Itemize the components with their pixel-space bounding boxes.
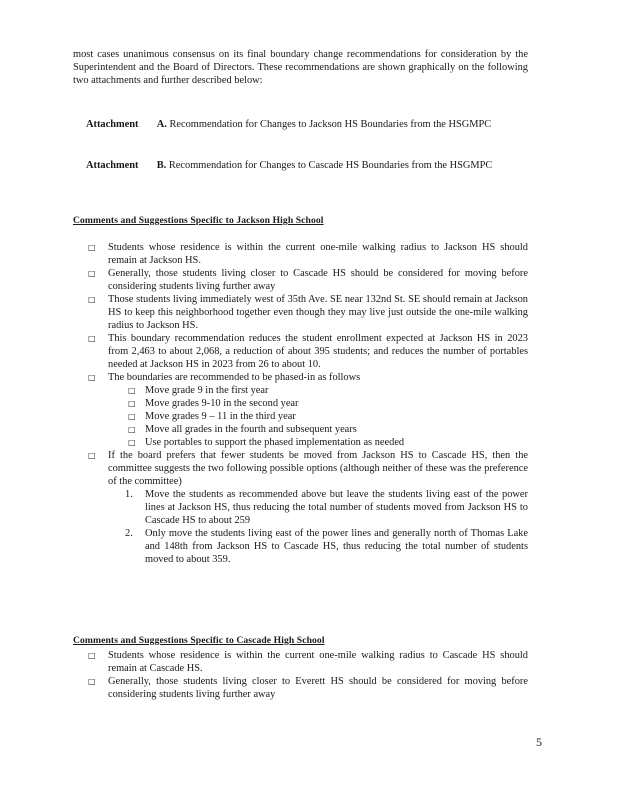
cascade-bullet-list: [88, 649, 528, 701]
list-item-text: Generally, those students living closer to Cascade HS should be considered for moving before considering students living further away: [108, 268, 528, 292]
list-item: [128, 397, 528, 410]
attachment-b-letter: B.: [156, 160, 167, 171]
intro-paragraph: [73, 48, 528, 87]
list-item: [128, 384, 528, 397]
list-item-text: Generally, those students living closer to Everett HS should be considered for moving before considering students living further away: [108, 676, 528, 700]
bullet-box-icon: □: [88, 295, 96, 304]
bullet-box-icon: □: [88, 651, 96, 660]
bullet-box-icon: □: [128, 412, 136, 421]
option-number: 1.: [125, 489, 133, 500]
bullet-box-icon: □: [88, 243, 96, 252]
bullet-box-icon: □: [88, 677, 96, 686]
list-item-text: This boundary recommendation reduces the student enrollment expected at Jackson HS in 2023 from 2,463 to about 2,068, a reduction of about 395 students; and reduces the number of portables needed at Jackson HS in 2023 from 26 to about 10.: [108, 333, 528, 370]
attachment-b: [86, 159, 528, 172]
list-item: [88, 675, 528, 701]
list-item-text: Move grades 9 – 11 in the third year: [145, 411, 296, 422]
list-item: [125, 527, 528, 566]
list-item-text: Move all grades in the fourth and subsequent years: [145, 424, 357, 435]
attachment-a-label: Attachment: [86, 119, 139, 130]
options-list: [108, 488, 528, 566]
list-item: [88, 371, 528, 449]
list-item: [88, 449, 528, 566]
list-item-text: Move grades 9-10 in the second year: [145, 398, 299, 409]
jackson-heading: Comments and Suggestions Specific to Jackson High School: [73, 215, 324, 226]
list-item: [128, 436, 528, 449]
attachment-a-text: Recommendation for Changes to Jackson HS Boundaries from the HSGMPC: [169, 119, 492, 130]
bullet-box-icon: □: [88, 269, 96, 278]
list-item: [88, 293, 528, 332]
list-item-text: Those students living immediately west of 35th Ave. SE near 132nd St. SE should remain at Jackson HS to keep this neighborhood together even though they may live just outside the one-mile walking radius to Jackson HS.: [108, 294, 528, 331]
cascade-heading: Comments and Suggestions Specific to Cascade High School: [73, 635, 325, 646]
attachment-a: [86, 118, 528, 131]
attachment-b-text: Recommendation for Changes to Cascade HS Boundaries from the HSGMPC: [168, 160, 493, 171]
bullet-box-icon: □: [88, 334, 96, 343]
intro-text: most cases unanimous consensus on its final boundary change recommendations for consideration by the Superintendent and the Board of Directors. These recommendations are shown graphically on the following two attachments and further described below:: [73, 49, 528, 86]
bullet-box-icon: □: [88, 373, 96, 382]
list-item: [88, 332, 528, 371]
list-item-text: Use portables to support the phased implementation as needed: [145, 437, 405, 448]
bullet-box-icon: □: [128, 399, 136, 408]
attachment-a-letter: A.: [156, 119, 167, 130]
list-item-text: Students whose residence is within the current one-mile walking radius to Cascade HS should remain at Cascade HS.: [108, 650, 528, 674]
list-item: [88, 267, 528, 293]
list-item-text: The boundaries are recommended to be phased-in as follows: [108, 372, 361, 383]
list-item: [88, 649, 528, 675]
list-item-text: Only move the students living east of the power lines and generally north of Thomas Lake and 148th from Jackson HS to Cascade HS, thus reducing the total number of students moved to about 359.: [145, 528, 528, 565]
bullet-box-icon: □: [128, 438, 136, 447]
page-number: 5: [536, 735, 542, 749]
list-item-text: If the board prefers that fewer students be moved from Jackson HS to Cascade HS, then the committee suggests the two following possible options (although neither of these was the preference of the committee): [108, 450, 528, 487]
list-item-text: Students whose residence is within the current one-mile walking radius to Jackson HS should remain at Jackson HS.: [108, 242, 528, 266]
list-item-text: Move grade 9 in the first year: [145, 385, 269, 396]
list-item: [125, 488, 528, 527]
jackson-bullet-list: [88, 241, 528, 566]
bullet-box-icon: □: [88, 451, 96, 460]
list-item: [128, 410, 528, 423]
list-item: [128, 423, 528, 436]
option-number: 2.: [125, 528, 133, 539]
phase-list: [108, 384, 528, 449]
list-item-text: Move the students as recommended above but leave the students living east of the power lines at Jackson HS, thus reducing the total number of students moved from Jackson HS to Cascade HS to about 259: [145, 489, 528, 526]
bullet-box-icon: □: [128, 386, 136, 395]
list-item: [88, 241, 528, 267]
attachment-b-label: Attachment: [86, 160, 139, 171]
bullet-box-icon: □: [128, 425, 136, 434]
